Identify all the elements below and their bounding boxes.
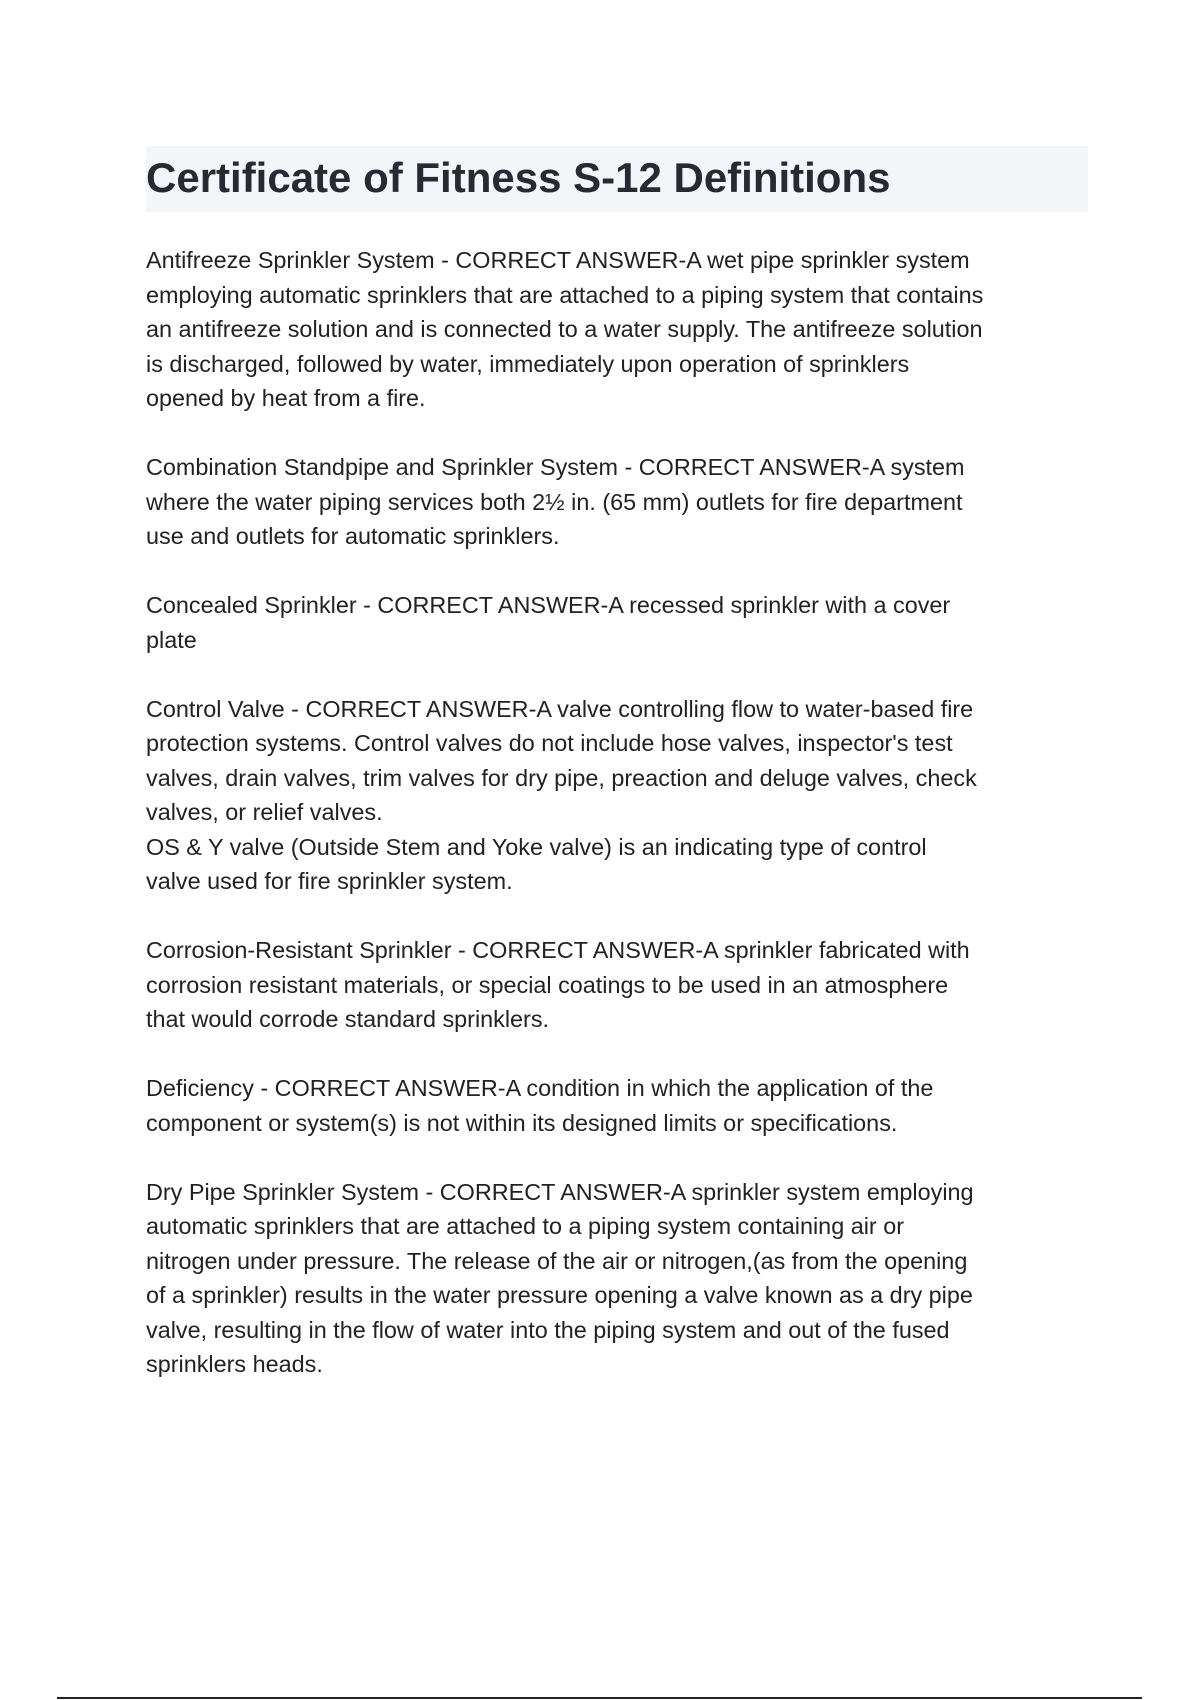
definition-entry (146, 692, 1086, 899)
definition-line: automatic sprinklers that are attached to a piping system containing air or (146, 1213, 904, 1239)
definition-line: component or system(s) is not within its designed limits or specifications. (146, 1109, 898, 1136)
definition-line: valves, or relief valves. (146, 799, 383, 825)
definition-line: Dry Pipe Sprinkler System - CORRECT ANSWER-A sprinkler system employing (146, 1178, 974, 1205)
definition-line: plate (146, 626, 197, 653)
definition-line: is discharged, followed by water, immediately upon operation of sprinklers (146, 350, 910, 377)
definition-line: that would corrode standard sprinklers. (146, 1006, 550, 1032)
definition-line: an antifreeze solution and is connected to a water supply. The antifreeze solution (146, 316, 983, 342)
definitions-list (146, 243, 1086, 1416)
definition-line: sprinklers heads. (146, 1351, 323, 1377)
definition-line: opened by heat from a fire. (146, 385, 426, 411)
definition-line: employing automatic sprinklers that are attached to a piping system that contains (146, 281, 984, 308)
definition-line: Combination Standpipe and Sprinkler System - CORRECT ANSWER-A system (146, 454, 965, 480)
definition-line: where the water piping services both 2½ in. (65 mm) outlets for fire department (146, 488, 963, 515)
definition-entry (146, 588, 1086, 657)
title-banner (146, 146, 1088, 212)
definition-entry (146, 450, 1086, 554)
definition-entry (146, 1175, 1086, 1382)
definition-line: of a sprinkler) results in the water pressure opening a valve known as a dry pipe (146, 1282, 973, 1308)
definition-line: Corrosion-Resistant Sprinkler - CORRECT ANSWER-A sprinkler fabricated with (146, 937, 970, 963)
definition-entry (146, 243, 1086, 416)
definition-line: Control Valve - CORRECT ANSWER-A valve controlling flow to water-based fire (146, 695, 974, 722)
definition-entry (146, 1071, 1086, 1140)
definition-line: OS & Y valve (Outside Stem and Yoke valve) is an indicating type of control (146, 833, 927, 860)
definition-line: valve, resulting in the flow of water into the piping system and out of the fused (146, 1316, 950, 1343)
definition-line: Concealed Sprinkler - CORRECT ANSWER-A recessed sprinkler with a cover (146, 592, 951, 618)
definition-entry (146, 933, 1086, 1037)
definition-line: corrosion resistant materials, or special coatings to be used in an atmosphere (146, 971, 949, 998)
definition-line: use and outlets for automatic sprinklers. (146, 523, 560, 549)
definition-line: Antifreeze Sprinkler System - CORRECT ANSWER-A wet pipe sprinkler system (146, 247, 970, 273)
footer-divider (57, 1697, 1142, 1699)
definition-line: valve used for fire sprinkler system. (146, 868, 513, 894)
definition-line: nitrogen under pressure. The release of the air or nitrogen,(as from the opening (146, 1247, 968, 1274)
definition-line: protection systems. Control valves do not include hose valves, inspector's test (146, 730, 953, 756)
definition-line: Deficiency - CORRECT ANSWER-A condition in which the application of the (146, 1075, 934, 1101)
page-title: Certificate of Fitness S-12 Definitions (146, 154, 891, 201)
definition-line: valves, drain valves, trim valves for dry pipe, preaction and deluge valves, check (146, 764, 977, 791)
